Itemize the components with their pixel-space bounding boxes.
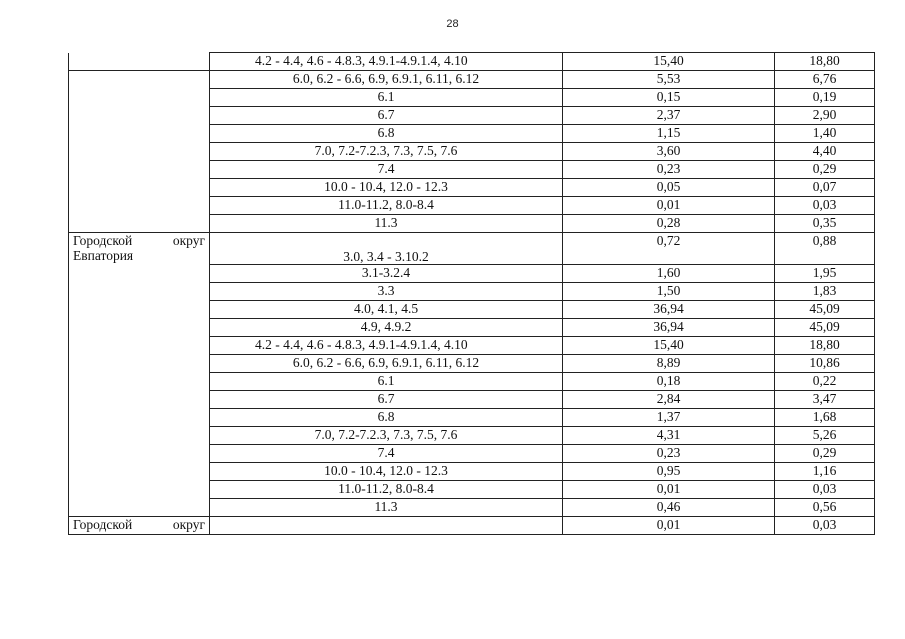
- code-cell: 4.0, 4.1, 4.5: [210, 301, 563, 319]
- value-cell-1: 1,60: [563, 265, 775, 283]
- value-cell-2: 0,03: [775, 481, 875, 499]
- code-cell: 3.1-3.2.4: [210, 265, 563, 283]
- value-cell-1: 2,37: [563, 107, 775, 125]
- value-cell-2: 1,40: [775, 125, 875, 143]
- value-cell-2: 1,95: [775, 265, 875, 283]
- code-cell: 11.3: [210, 215, 563, 233]
- region-cell: [69, 445, 210, 463]
- region-cell: Городской округ Евпатория: [69, 233, 210, 265]
- table-row: [69, 143, 875, 161]
- table-row: [69, 233, 875, 265]
- table-row: [69, 197, 875, 215]
- value-cell-2: 18,80: [775, 337, 875, 355]
- value-cell-2: 2,90: [775, 107, 875, 125]
- value-cell-1: 1,15: [563, 125, 775, 143]
- code-cell: 11.0-11.2, 8.0-8.4: [210, 481, 563, 499]
- value-cell-1: 0,72: [563, 233, 775, 265]
- region-cell: [69, 283, 210, 301]
- value-cell-2: 45,09: [775, 319, 875, 337]
- code-cell: 6.0, 6.2 - 6.6, 6.9, 6.9.1, 6.11, 6.12: [210, 355, 563, 373]
- table-row: [69, 391, 875, 409]
- code-cell: 6.7: [210, 107, 563, 125]
- code-cell: [210, 233, 563, 265]
- region-cell: [69, 107, 210, 125]
- value-cell-2: 1,83: [775, 283, 875, 301]
- code-cell: 6.8: [210, 125, 563, 143]
- value-cell-2: 10,86: [775, 355, 875, 373]
- value-cell-1: 4,31: [563, 427, 775, 445]
- value-cell-1: 0,23: [563, 161, 775, 179]
- value-cell-1: 0,01: [563, 197, 775, 215]
- table-row: [69, 161, 875, 179]
- value-cell-2: 0,56: [775, 499, 875, 517]
- value-cell-1: 0,05: [563, 179, 775, 197]
- value-cell-2: 0,03: [775, 197, 875, 215]
- value-cell-2: 0,29: [775, 161, 875, 179]
- value-cell-1: 0,01: [563, 481, 775, 499]
- table-row: [69, 499, 875, 517]
- value-cell-2: 0,07: [775, 179, 875, 197]
- code-cell: [210, 517, 563, 535]
- value-cell-1: 36,94: [563, 319, 775, 337]
- value-cell-1: 5,53: [563, 71, 775, 89]
- table-row: [69, 517, 875, 535]
- value-cell-1: 3,60: [563, 143, 775, 161]
- value-cell-1: 0,01: [563, 517, 775, 535]
- region-cell: [69, 373, 210, 391]
- value-cell-2: 0,03: [775, 517, 875, 535]
- code-cell: 7.0, 7.2-7.2.3, 7.3, 7.5, 7.6: [210, 427, 563, 445]
- region-cell: [69, 161, 210, 179]
- table-row: [69, 125, 875, 143]
- code-cell: 6.7: [210, 391, 563, 409]
- code-cell: 3.3: [210, 283, 563, 301]
- table-row: [69, 301, 875, 319]
- table-row: [69, 179, 875, 197]
- value-cell-2: 4,40: [775, 143, 875, 161]
- value-cell-1: 8,89: [563, 355, 775, 373]
- code-cell: 7.4: [210, 445, 563, 463]
- code-cell: 6.8: [210, 409, 563, 427]
- value-cell-1: 0,18: [563, 373, 775, 391]
- region-cell: [69, 215, 210, 233]
- value-cell-1: 0,28: [563, 215, 775, 233]
- region-cell: [69, 481, 210, 499]
- region-cell: [69, 179, 210, 197]
- region-cell: [69, 463, 210, 481]
- value-cell-2: 0,88: [775, 233, 875, 265]
- region-cell: [69, 71, 210, 89]
- value-cell-2: 18,80: [775, 53, 875, 71]
- code-cell: 7.0, 7.2-7.2.3, 7.3, 7.5, 7.6: [210, 143, 563, 161]
- table-row: [69, 319, 875, 337]
- code-cell: 6.1: [210, 89, 563, 107]
- table-row: [69, 445, 875, 463]
- value-cell-2: 0,35: [775, 215, 875, 233]
- page-number: 28: [446, 18, 459, 30]
- region-cell: [69, 143, 210, 161]
- table-row: [69, 283, 875, 301]
- code-cell: 10.0 - 10.4, 12.0 - 12.3: [210, 179, 563, 197]
- value-cell-2: 5,26: [775, 427, 875, 445]
- table-row: [69, 71, 875, 89]
- table-row: [69, 463, 875, 481]
- region-cell: [69, 337, 210, 355]
- value-cell-1: 36,94: [563, 301, 775, 319]
- region-cell: [69, 409, 210, 427]
- value-cell-2: 0,22: [775, 373, 875, 391]
- tariff-table: [68, 52, 875, 535]
- code-cell: 7.4: [210, 161, 563, 179]
- code-text: 3.0, 3.4 - 3.10.2: [343, 249, 429, 264]
- region-cell: [69, 427, 210, 445]
- table-row: [69, 355, 875, 373]
- code-cell: 10.0 - 10.4, 12.0 - 12.3: [210, 463, 563, 481]
- value-cell-2: 0,29: [775, 445, 875, 463]
- code-cell: 4.2 - 4.4, 4.6 - 4.8.3, 4.9.1-4.9.1.4, 4.10: [210, 337, 563, 355]
- value-cell-1: 0,95: [563, 463, 775, 481]
- value-cell-2: 0,19: [775, 89, 875, 107]
- table-row: [69, 215, 875, 233]
- region-cell: [69, 355, 210, 373]
- value-cell-1: 15,40: [563, 53, 775, 71]
- table-row: [69, 89, 875, 107]
- value-cell-1: 0,23: [563, 445, 775, 463]
- table-row: [69, 427, 875, 445]
- region-cell: [69, 265, 210, 283]
- value-cell-1: 0,46: [563, 499, 775, 517]
- code-cell: 4.9, 4.9.2: [210, 319, 563, 337]
- value-cell-1: 2,84: [563, 391, 775, 409]
- code-cell: 6.1: [210, 373, 563, 391]
- value-cell-1: 1,37: [563, 409, 775, 427]
- value-cell-2: 45,09: [775, 301, 875, 319]
- value-cell-2: 3,47: [775, 391, 875, 409]
- table-row: [69, 481, 875, 499]
- table-row: [69, 107, 875, 125]
- table-row: [69, 53, 875, 71]
- code-cell: 4.2 - 4.4, 4.6 - 4.8.3, 4.9.1-4.9.1.4, 4.10: [210, 53, 563, 71]
- region-cell: [69, 391, 210, 409]
- value-cell-2: 6,76: [775, 71, 875, 89]
- value-cell-2: 1,68: [775, 409, 875, 427]
- table-row: [69, 373, 875, 391]
- region-cell: [69, 197, 210, 215]
- region-cell: [69, 499, 210, 517]
- region-cell: [69, 53, 210, 71]
- value-cell-1: 15,40: [563, 337, 775, 355]
- code-cell: 6.0, 6.2 - 6.6, 6.9, 6.9.1, 6.11, 6.12: [210, 71, 563, 89]
- value-cell-1: 1,50: [563, 283, 775, 301]
- value-cell-1: 0,15: [563, 89, 775, 107]
- table-row: [69, 265, 875, 283]
- region-cell: [69, 89, 210, 107]
- table-row: [69, 337, 875, 355]
- table-row: [69, 409, 875, 427]
- region-cell: Городской округ: [69, 517, 210, 535]
- code-cell: 11.3: [210, 499, 563, 517]
- code-cell: 11.0-11.2, 8.0-8.4: [210, 197, 563, 215]
- value-cell-2: 1,16: [775, 463, 875, 481]
- region-cell: [69, 301, 210, 319]
- region-cell: [69, 125, 210, 143]
- region-cell: [69, 319, 210, 337]
